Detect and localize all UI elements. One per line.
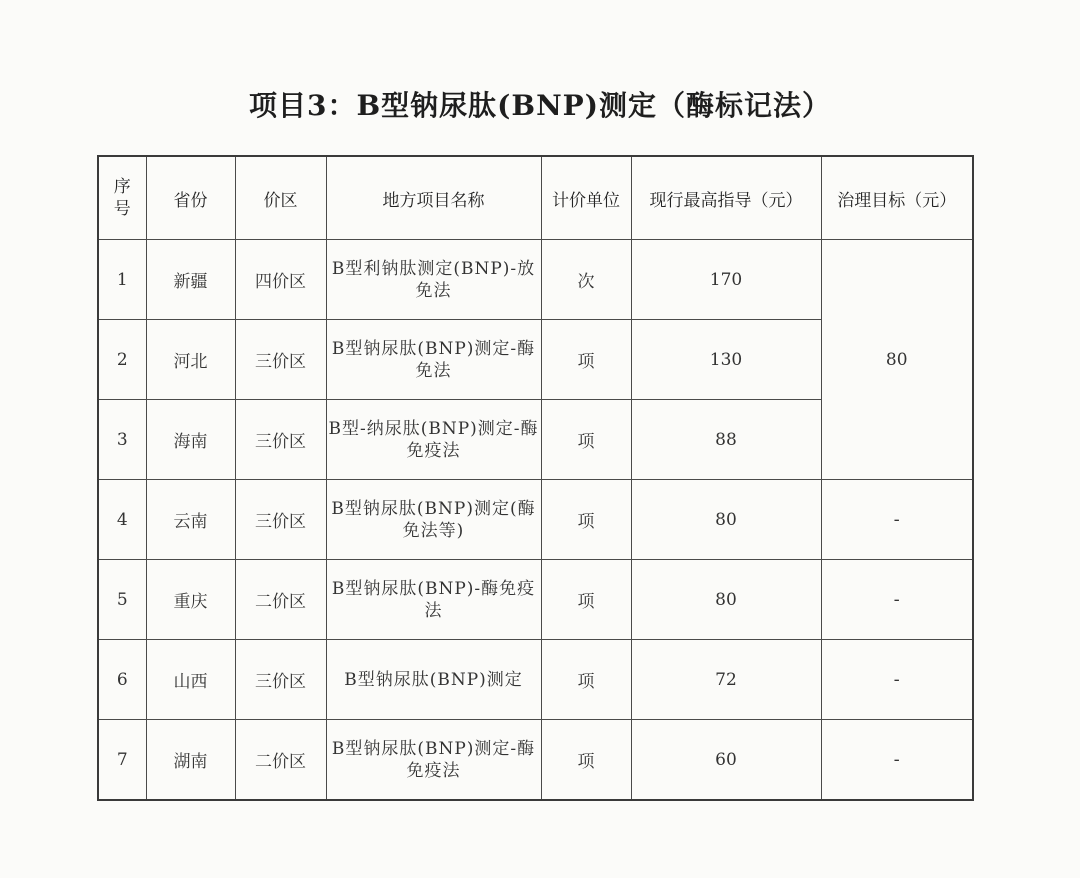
row-price-zone: 三价区 (235, 400, 326, 480)
header-seq-line1: 序 (113, 177, 131, 197)
row-max-price: 80 (631, 480, 821, 560)
row-unit: 项 (541, 480, 631, 560)
row-province: 湖南 (146, 720, 235, 801)
row-seq: 5 (98, 560, 146, 640)
row-item-name: B型钠尿肽(BNP)测定-酶免疫法 (326, 720, 541, 801)
row-price-zone: 三价区 (235, 320, 326, 400)
row-max-price: 170 (631, 240, 821, 320)
row-item-name: B型钠尿肽(BNP)测定(酶免法等) (326, 480, 541, 560)
table-row (98, 240, 973, 320)
row-item-name: B型-纳尿肽(BNP)测定-酶免疫法 (326, 400, 541, 480)
row-unit: 次 (541, 240, 631, 320)
row-price-zone: 三价区 (235, 480, 326, 560)
row-province: 河北 (146, 320, 235, 400)
row-province: 山西 (146, 640, 235, 720)
row-seq: 1 (98, 240, 146, 320)
row-province: 重庆 (146, 560, 235, 640)
row-seq: 4 (98, 480, 146, 560)
row-unit: 项 (541, 320, 631, 400)
row-seq: 6 (98, 640, 146, 720)
row-unit: 项 (541, 720, 631, 801)
table-row (98, 720, 973, 801)
row-price-zone: 二价区 (235, 720, 326, 801)
header-target: 治理目标（元） (821, 156, 973, 240)
row-seq: 3 (98, 400, 146, 480)
row-province: 新疆 (146, 240, 235, 320)
table-row (98, 480, 973, 560)
header-seq-line2: 号 (113, 199, 131, 219)
row-item-name: B型利钠肽测定(BNP)-放免法 (326, 240, 541, 320)
row-item-name: B型钠尿肽(BNP)测定 (326, 640, 541, 720)
row-target: - (821, 560, 973, 640)
row-price-zone: 三价区 (235, 640, 326, 720)
row-max-price: 80 (631, 560, 821, 640)
merged-target-cell: 80 (821, 240, 973, 480)
price-table (97, 155, 974, 801)
row-max-price: 72 (631, 640, 821, 720)
header-province: 省份 (146, 156, 235, 240)
row-province: 海南 (146, 400, 235, 480)
row-seq: 7 (98, 720, 146, 801)
row-province: 云南 (146, 480, 235, 560)
row-unit: 项 (541, 640, 631, 720)
row-max-price: 88 (631, 400, 821, 480)
row-max-price: 60 (631, 720, 821, 801)
page-title: 项目3：B型钠尿肽(BNP)测定（酶标记法） (249, 89, 831, 122)
header-price-zone: 价区 (235, 156, 326, 240)
row-target: - (821, 480, 973, 560)
header-seq (98, 156, 146, 240)
row-unit: 项 (541, 400, 631, 480)
row-max-price: 130 (631, 320, 821, 400)
row-target: - (821, 640, 973, 720)
header-max-price: 现行最高指导（元） (631, 156, 821, 240)
table-row (98, 640, 973, 720)
row-price-zone: 二价区 (235, 560, 326, 640)
table-row (98, 560, 973, 640)
table-header-row (98, 156, 973, 240)
header-unit: 计价单位 (541, 156, 631, 240)
row-target: - (821, 720, 973, 801)
header-item-name: 地方项目名称 (326, 156, 541, 240)
row-item-name: B型钠尿肽(BNP)-酶免疫法 (326, 560, 541, 640)
row-unit: 项 (541, 560, 631, 640)
row-seq: 2 (98, 320, 146, 400)
row-price-zone: 四价区 (235, 240, 326, 320)
row-item-name: B型钠尿肽(BNP)测定-酶免法 (326, 320, 541, 400)
